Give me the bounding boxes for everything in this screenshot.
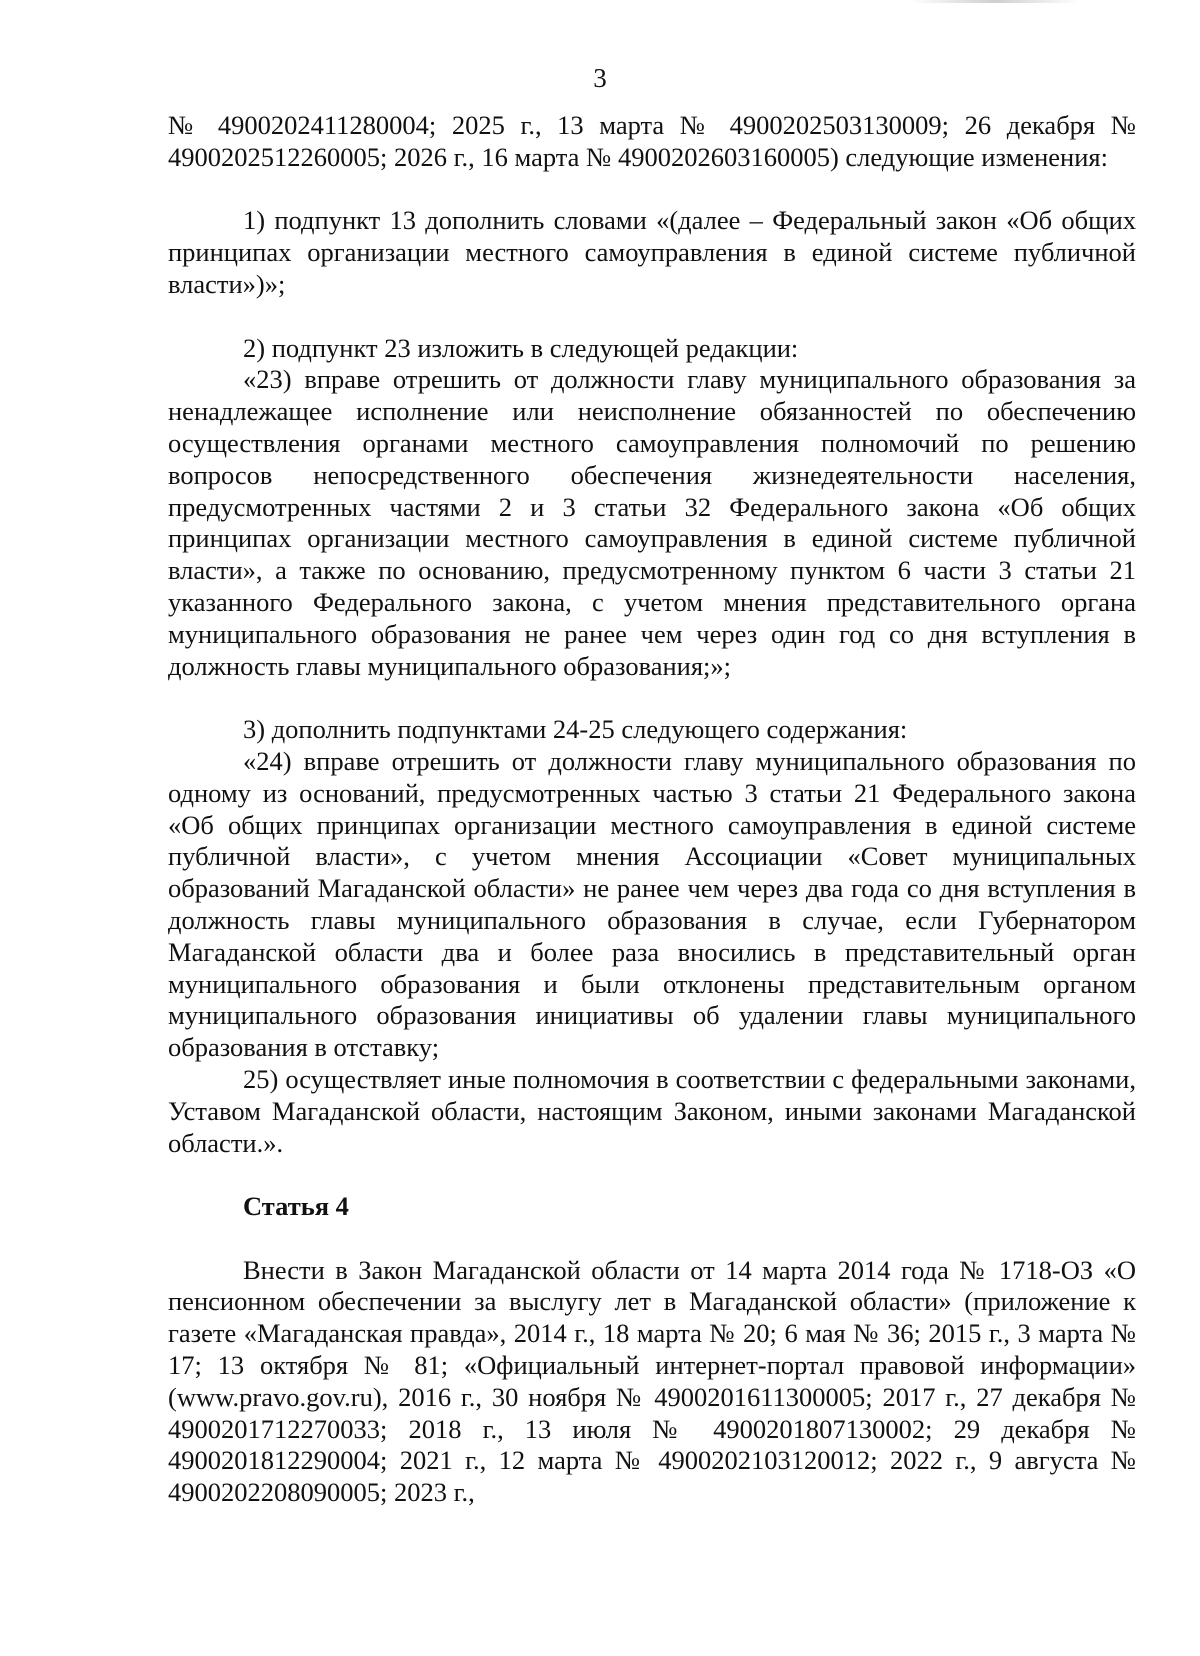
paragraph-subitem-23-text: «23) вправе отрешить от должности главу муниципального образования за ненадлежащее исполнение или неисполнение обязанностей по обеспечению осуществления органами местного самоуправления полномочий по решению вопросов непосредственного обеспечения жизнедеятельности населения, предусмотренных частями 2 и 3 статьи 32 Федерального закона «Об общих принципах организации местного самоуправления в единой системе публичной власти», а также по основанию, предусмотренному пунктом 6 части 3 статьи 21 указанного Федерального закона, с учетом мнения представительного органа муниципального образования не ранее чем через один год со дня вступления в должность главы муниципального образования;»; — [168, 364, 1136, 681]
page-number: 3 — [593, 63, 607, 93]
paragraph-subitem-2: 2) подпункт 23 изложить в следующей редакции: — [243, 332, 799, 363]
scan-artifact — [910, 0, 1080, 3]
article-heading: Статья 4 — [243, 1191, 349, 1222]
document-body — [168, 110, 1136, 1509]
paragraph-subitem-3: 3) дополнить подпунктами 24-25 следующего содержания: — [243, 714, 908, 745]
paragraph-continuation: № 4900202411280004; 2025 г., 13 марта № 4900202503130009; 26 декабря № 4900202512260005; 2026 г., 16 марта № 4900202603160005) следующие изменения: — [168, 110, 1136, 172]
paragraph-article-4: Внести в Закон Магаданской области от 14 марта 2014 года № 1718-ОЗ «О пенсионном обеспечении за выслугу лет в Магаданской области» (приложение к газете «Магаданская правда», 2014 г., 18 марта № 20; 6 мая № 36; 2015 г., 3 марта № 17; 13 октября № 81; «Официальный интернет-портал правовой информации» (www.pravo.gov.ru), 2016 г., 30 ноября № 4900201611300005; 2017 г., 27 декабря № 4900201712270033; 2018 г., 13 июля № 4900201807130002; 29 декабря № 4900201812290004; 2021 г., 12 марта № 4900202103120012; 2022 г., 9 августа № 4900202208090005; 2023 г., — [168, 1254, 1136, 1508]
paragraph-subitem-1: 1) подпункт 13 дополнить словами «(далее – Федеральный закон «Об общих принципах организации местного самоуправления в единой системе публичной власти»)»; — [168, 205, 1136, 299]
paragraph-subitem-25-text: 25) осуществляет иные полномочия в соответствии с федеральными законами, Уставом Магаданской области, настоящим Законом, иными законами Магаданской области.». — [168, 1063, 1136, 1158]
paragraph-subitem-24-text: «24) вправе отрешить от должности главу муниципального образования по одному из оснований, предусмотренных частью 3 статьи 21 Федерального закона «Об общих принципах организации местного самоуправления в единой системе публичной власти», с учетом мнения Ассоциации «Совет муниципальных образований Магаданской области» не ранее чем через два года со дня вступления в должность главы муниципального образования в случае, если Губернатором Магаданской области два и более раза вносились в представительный орган муниципального образования и были отклонены представительным органом муниципального образования инициативы об удалении главы муниципального образования в отставку; — [168, 745, 1136, 1063]
